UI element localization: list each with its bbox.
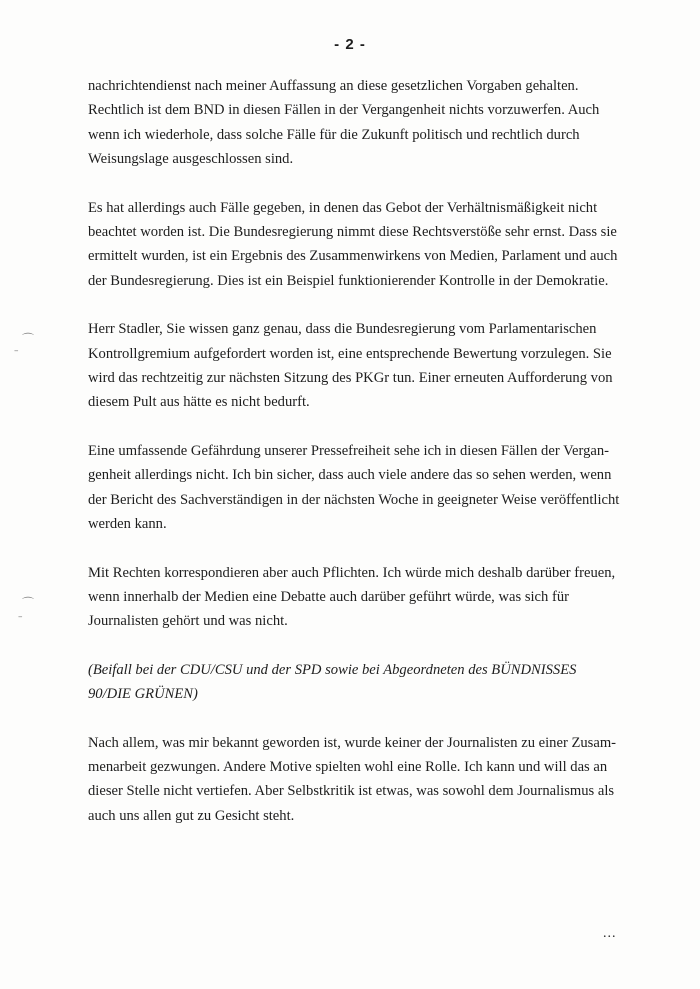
paragraph: [88, 561, 628, 634]
text-line: der Bericht des Sachverständigen in der nächsten Woche in geeigneter Weise veröffentlicht: [88, 491, 620, 508]
text-line: menarbeit gezwungen. Andere Motive spielten wohl eine Rolle. Ich kann und will das an: [88, 758, 608, 775]
paragraph: [88, 74, 628, 172]
paragraph: [88, 317, 628, 415]
margin-mark: –: [18, 612, 23, 622]
text-line: der Bundesregierung. Dies ist ein Beispiel funktionierender Kontrolle in der Demokratie.: [88, 272, 609, 289]
text-line: wenn ich wiederhole, dass solche Fälle für die Zukunft politisch und rechtlich durch: [88, 126, 580, 143]
text-line: wenn innerhalb der Medien eine Debatte auch darüber geführt würde, was sich für: [88, 588, 569, 605]
text-line: Kontrollgremium aufgefordert worden ist, eine entsprechende Bewertung vorzulegen. Sie: [88, 345, 612, 362]
margin-mark: ⌒: [22, 596, 35, 610]
text-line: beachtet worden ist. Die Bundesregierung nimmt diese Rechtsverstöße sehr ernst. Dass sie: [88, 224, 617, 241]
text-line: Weisungslage ausgeschlossen sind.: [88, 151, 294, 168]
text-line: ermittelt wurden, ist ein Ergebnis des Zusammenwirkens von Medien, Parlament und auch: [88, 248, 618, 265]
page-number: - 2 -: [334, 36, 366, 53]
text-line: Herr Stadler, Sie wissen ganz genau, dass die Bundesregierung vom Parlamentarischen: [88, 321, 597, 338]
text-line: Mit Rechten korrespondieren aber auch Pflichten. Ich würde mich deshalb darüber freuen,: [88, 564, 616, 581]
margin-mark: ⌒: [22, 332, 35, 346]
text-line: werden kann.: [88, 516, 167, 533]
text-line: dieser Stelle nicht vertiefen. Aber Selbstkritik ist etwas, was sowohl dem Journalismus als: [88, 783, 615, 800]
text-line: genheit allerdings nicht. Ich bin sicher, dass auch viele andere das so sehen werden, wenn: [88, 467, 612, 484]
paragraph: [88, 439, 628, 537]
continuation-mark: ...: [603, 926, 617, 941]
document-body: [88, 74, 628, 828]
text-line: diesem Pult aus hätte es nicht bedurft.: [88, 394, 310, 411]
text-line: wird das rechtzeitig zur nächsten Sitzung des PKGr tun. Einer erneuten Aufforderung von: [88, 370, 613, 387]
text-line: auch uns allen gut zu Gesicht steht.: [88, 807, 295, 824]
text-line: Rechtlich ist dem BND in diesen Fällen in der Vergangenheit nichts vorzuwerfen. Auch: [88, 102, 600, 119]
paragraph: [88, 196, 628, 294]
text-line: Nach allem, was mir bekannt geworden ist, wurde keiner der Journalisten zu einer Zusam-: [88, 734, 617, 751]
text-line: nachrichtendienst nach meiner Auffassung an diese gesetzlichen Vorgaben gehalten.: [88, 78, 579, 94]
text-line: 90/DIE GRÜNEN): [88, 686, 198, 703]
stage-direction: [88, 658, 628, 707]
text-line: (Beifall bei der CDU/CSU und der SPD sowie bei Abgeordneten des BÜNDNISSES: [88, 661, 577, 678]
text-line: Journalisten gehört und was nicht.: [88, 613, 288, 630]
text-line: Eine umfassende Gefährdung unserer Pressefreiheit sehe ich in diesen Fällen der Vergan-: [88, 442, 610, 459]
paragraph: [88, 731, 628, 829]
margin-mark: –: [14, 346, 19, 356]
text-line: Es hat allerdings auch Fälle gegeben, in denen das Gebot der Verhältnismäßigkeit nicht: [88, 199, 598, 216]
